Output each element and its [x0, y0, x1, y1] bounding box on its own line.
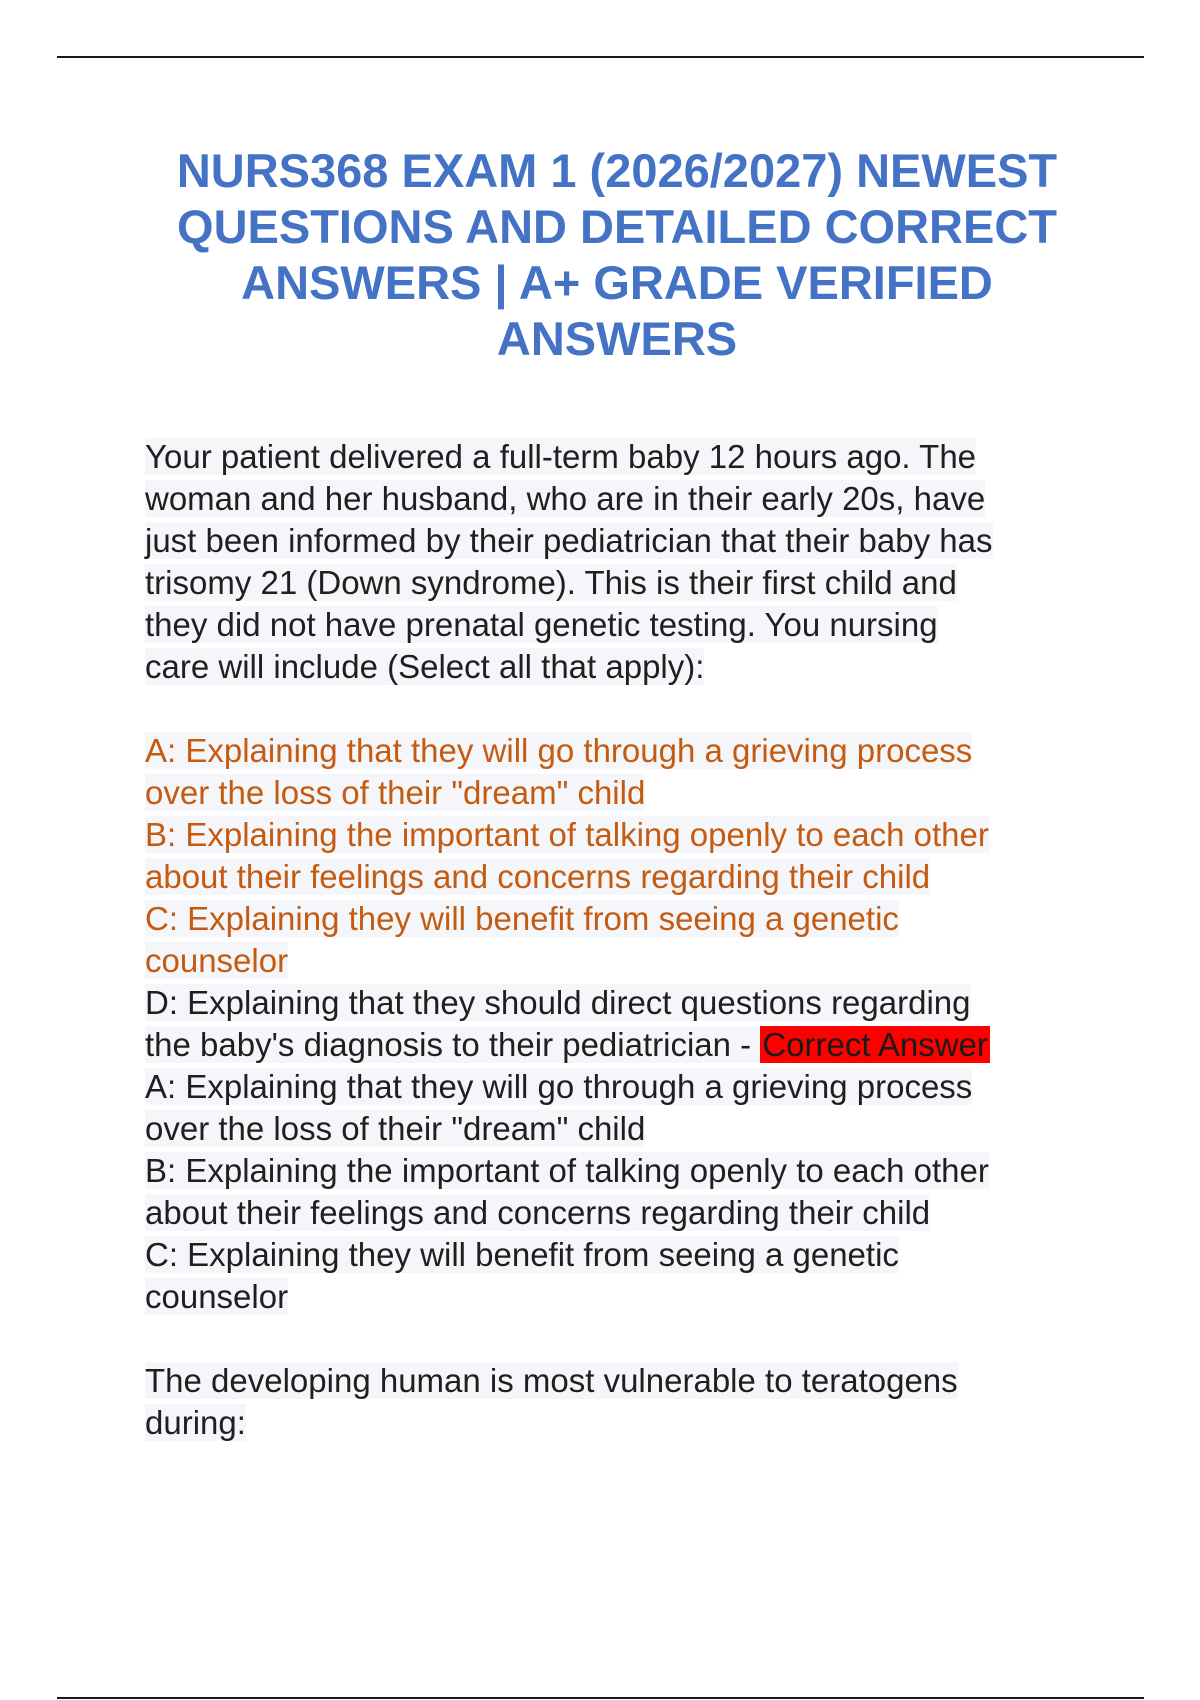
top-rule — [57, 56, 1144, 58]
document-body — [145, 436, 1090, 1444]
choice-c-line: counselor — [145, 942, 289, 979]
bottom-rule — [57, 1697, 1144, 1699]
answer-a-line: A: Explaining that they will go through a grieving process — [145, 1068, 973, 1105]
question-1-choice-d — [145, 982, 1090, 1066]
prompt-line: woman and her husband, who are in their early 20s, have — [145, 480, 986, 517]
question-1-prompt — [145, 436, 1090, 688]
spacer — [145, 688, 1090, 730]
prompt-line: during: — [145, 1404, 246, 1441]
prompt-line: care will include (Select all that apply): — [145, 648, 705, 685]
answer-a-line: over the loss of their "dream" child — [145, 1110, 646, 1147]
prompt-line: trisomy 21 (Down syndrome). This is their first child and — [145, 564, 957, 601]
question-1-choices — [145, 730, 1090, 982]
answer-c-line: counselor — [145, 1278, 289, 1315]
question-2-prompt — [145, 1360, 1090, 1444]
spacer — [145, 1318, 1090, 1360]
prompt-line: Your patient delivered a full-term baby 12 hours ago. The — [145, 438, 977, 475]
choice-a-line: over the loss of their "dream" child — [145, 774, 646, 811]
correct-answer-badge: Correct Answer — [762, 1026, 988, 1063]
answer-b-line: B: Explaining the important of talking openly to each other — [145, 1152, 989, 1189]
question-1-answers — [145, 1066, 1090, 1318]
answer-c-line: C: Explaining they will benefit from seeing a genetic — [145, 1236, 899, 1273]
prompt-line: The developing human is most vulnerable to teratogens — [145, 1362, 958, 1399]
choice-b-line: about their feelings and concerns regarding their child — [145, 858, 931, 895]
document-title: NURS368 EXAM 1 (2026/2027) NEWEST QUESTIONS AND DETAILED CORRECT ANSWERS | A+ GRADE VERIFIED ANSWERS — [176, 144, 1058, 365]
prompt-line: they did not have prenatal genetic testing. You nursing — [145, 606, 938, 643]
choice-d-line: the baby's diagnosis to their pediatrician - — [145, 1026, 761, 1063]
choice-a-line: A: Explaining that they will go through a grieving process — [145, 732, 973, 769]
answer-b-line: about their feelings and concerns regarding their child — [145, 1194, 931, 1231]
choice-c-line: C: Explaining they will benefit from seeing a genetic — [145, 900, 899, 937]
choice-b-line: B: Explaining the important of talking openly to each other — [145, 816, 989, 853]
prompt-line: just been informed by their pediatrician that their baby has — [145, 522, 993, 559]
choice-d-line: D: Explaining that they should direct questions regarding — [145, 984, 971, 1021]
